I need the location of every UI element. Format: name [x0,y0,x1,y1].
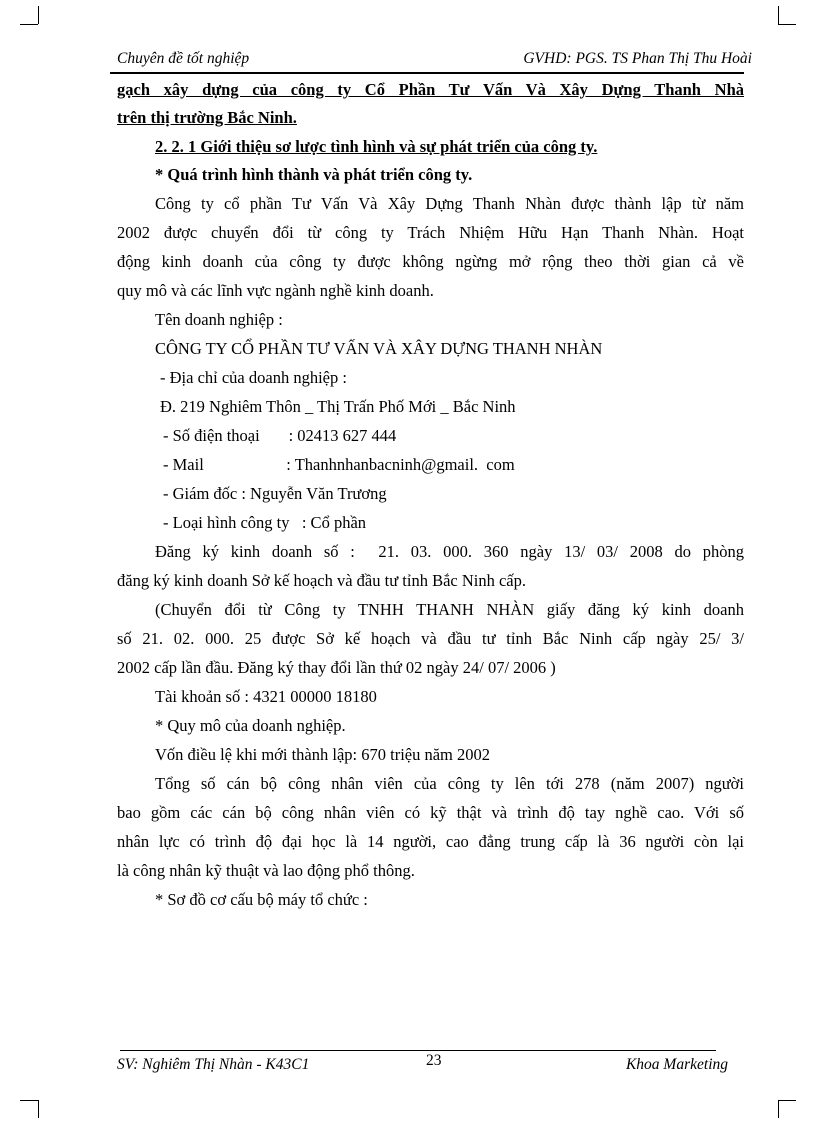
paragraph-1-line-1: Công ty cổ phần Tư Vấn Và Xây Dựng Thanh Nhàn được thành lập từ năm [155,194,744,213]
registration-line-1: Đăng ký kinh doanh số : 21. 03. 000. 360 ngày 13/ 03/ 2008 do phòng [155,542,744,561]
director-line: - Giám đốc : Nguyễn Văn Trương [163,484,387,503]
footer-left-text: SV: Nghiêm Thị Nhàn - K43C1 [117,1056,310,1073]
crop-mark-bottom-right-v [778,1100,779,1118]
scale-heading: * Quy mô của doanh nghiệp. [155,716,346,735]
phone-line: - Số điện thoại : 02413 627 444 [163,426,397,445]
crop-mark-bottom-left-h [20,1100,38,1101]
org-chart-heading: * Sơ đồ cơ cấu bộ máy tổ chức : [155,890,368,909]
charter-capital: Vốn điều lệ khi mới thành lập: 670 triệu năm 2002 [155,745,491,764]
registration-line-2: đăng ký kinh doanh Sở kế hoạch và đầu tư tỉnh Bắc Ninh cấp. [117,571,526,590]
company-type-line: - Loại hình công ty : Cổ phần [163,513,367,532]
header-left-text: Chuyên đề tốt nghiệp [117,50,250,67]
address-value: Đ. 219 Nghiêm Thôn _ Thị Trấn Phố Mới _ Bắc Ninh [160,397,516,416]
title-line-2: trên thị trường Bắc Ninh. [117,108,297,127]
paragraph-1-line-3: động kinh doanh của công ty được không ngừng mở rộng theo thời gian cả về [117,252,744,271]
header-right-text: GVHD: PGS. TS Phan Thị Thu Hoài [523,50,752,67]
crop-mark-top-left-h [20,24,38,25]
header-rule [110,72,744,74]
footer-rule [120,1050,716,1051]
staff-line-3: nhân lực có trình độ đại học là 14 người, cao đẳng trung cấp là 36 người còn lại [117,832,744,851]
staff-line-4: là công nhân kỹ thuật và lao động phổ thông. [117,861,415,880]
sub-heading: * Quá trình hình thành và phát triển công ty. [155,165,473,184]
conversion-line-1: (Chuyển đổi từ Công ty TNHH THANH NHÀN giấy đăng ký kinh doanh [155,600,744,619]
footer-right-text: Khoa Marketing [625,1056,728,1073]
title-line-1: gạch xây dựng của công ty Cổ Phần Tư Vấn Và Xây Dựng Thanh Nhà [117,80,744,99]
paragraph-1-line-4: quy mô và các lĩnh vực ngành nghề kinh doanh. [117,281,434,300]
bank-account: Tài khoản số : 4321 00000 18180 [155,687,377,706]
crop-mark-top-left-v [38,6,39,24]
conversion-line-3: 2002 cấp lần đầu. Đăng ký thay đổi lần thứ 02 ngày 24/ 07/ 2006 ) [117,658,556,677]
company-name: CÔNG TY CỔ PHẦN TƯ VẤN VÀ XÂY DỰNG THANH NHÀN [155,339,603,358]
address-label: - Địa chỉ của doanh nghiệp : [160,368,347,387]
conversion-line-2: số 21. 02. 000. 25 được Sở kế hoạch và đầu tư tỉnh Bắc Ninh cấp ngày 25/ 3/ [117,629,744,648]
crop-mark-bottom-left-v [38,1100,39,1118]
crop-mark-top-right-h [778,24,796,25]
page-number: 23 [426,1052,442,1069]
mail-line: - Mail : Thanhnhanbacninh@gmail. com [163,455,515,474]
paragraph-1-line-2: 2002 được chuyển đổi từ công ty Trách Nhiệm Hữu Hạn Thanh Nhàn. Hoạt [117,223,744,242]
section-heading: 2. 2. 1 Giới thiệu sơ lược tình hình và sự phát triển của công ty. [155,137,598,156]
company-name-label: Tên doanh nghiệp : [155,310,283,329]
crop-mark-top-right-v [778,6,779,24]
crop-mark-bottom-right-h [778,1100,796,1101]
staff-line-2: bao gồm các cán bộ công nhân viên có kỹ thật và trình độ tay nghề cao. Với số [117,803,744,822]
staff-line-1: Tổng số cán bộ công nhân viên của công ty lên tới 278 (năm 2007) người [155,774,744,793]
